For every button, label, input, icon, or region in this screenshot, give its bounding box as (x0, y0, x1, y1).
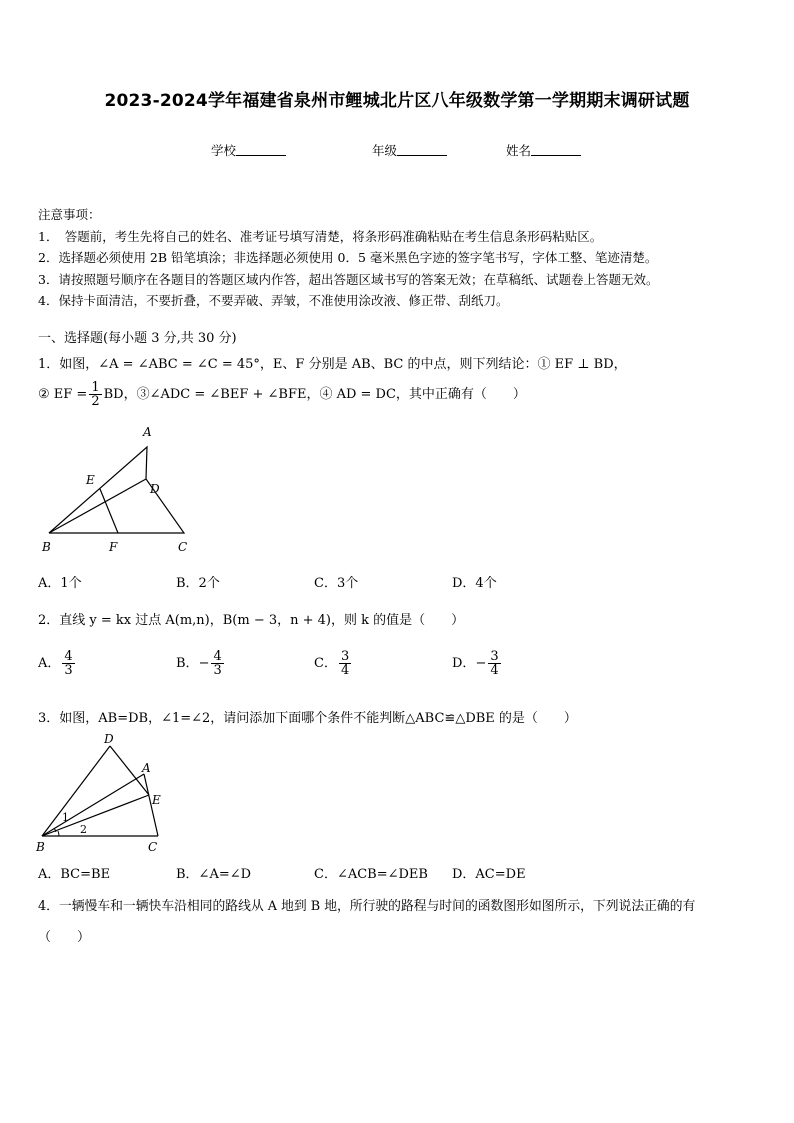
q1-option-b[interactable]: B．2个 (176, 576, 220, 591)
school-field (211, 141, 286, 159)
q2-frac-numerator: 4 (64, 649, 73, 664)
q2-option-d[interactable] (452, 650, 503, 677)
note-item: 2．选择题必须使用 2B 铅笔填涂；非选择题必须使用 0．5 毫米黑色字迹的签字笔书写，字体工整、笔迹清楚。 (38, 250, 658, 265)
q2-frac-denominator: 3 (64, 663, 73, 678)
q3-angle-mark-2 (58, 831, 59, 836)
q2-option-a[interactable] (38, 650, 77, 677)
q2-option-b[interactable] (176, 650, 226, 677)
q3-label-e: E (152, 793, 161, 807)
note-item: 3．请按照题号顺序在各题目的答题区域内作答，超出答题区域书写的答案无效；在草稿纸、试题卷上答题无效。 (38, 271, 659, 287)
q4-stem-line2: （ ） (38, 930, 91, 945)
q2-frac-numerator: 3 (490, 649, 499, 664)
q2-stem: 2．直线 y = kx 过点 A(m,n)，B(m − 3，n + 4)，则 k 的值是（ ） (38, 613, 465, 628)
q1-line1: 1．如图，∠A = ∠ABC = ∠C = 45°，E、F 分别是 AB、BC 的中点，则下列结论：① EF ⊥ BD， (38, 357, 627, 372)
q3-label-a: A (142, 761, 151, 775)
q4-stem-line1: 4．一辆慢车和一辆快车沿相同的路线从 A 地到 B 地，所行驶的路程与时间的函数图形如图所示，下列说法正确的有 (38, 899, 696, 914)
school-blank (236, 143, 286, 156)
grade-blank (397, 143, 447, 156)
q2-frac-denominator: 3 (213, 663, 222, 678)
q1-frac-denominator: 2 (91, 394, 100, 409)
q3-segment-ba (42, 774, 144, 836)
q3-stem: 3．如图，AB=DB，∠1=∠2，请问添加下面哪个条件不能判断△ABC≌△DBE 的是（ ） (38, 711, 577, 726)
q3-label-c: C (148, 840, 158, 854)
notes-block (38, 204, 658, 312)
q1-figure (38, 424, 198, 558)
name-field (506, 141, 581, 159)
q3-label-b: B (36, 840, 45, 854)
q2-option-fraction (339, 650, 351, 677)
q2-frac-numerator: 4 (213, 649, 222, 664)
q1-label-b: B (42, 540, 51, 554)
q2-frac-denominator: 4 (490, 663, 499, 678)
q1-option-c[interactable]: C．3个 (314, 576, 359, 591)
q2-option-sign: − (198, 656, 210, 671)
q2-option-sign: − (475, 656, 487, 671)
q1-label-e: E (86, 473, 95, 487)
note-item: 4．保持卡面清洁，不要折叠，不要弄破、弄皱，不准使用涂改液、修正带、刮纸刀。 (38, 293, 509, 308)
notes-heading: 注意事项： (38, 207, 101, 222)
q2-option-letter: B． (176, 656, 199, 671)
q2-option-c[interactable] (314, 650, 353, 677)
q2-option-fraction (62, 650, 74, 677)
grade-label: 年级 (372, 143, 398, 158)
name-label: 姓名 (506, 143, 532, 158)
q3-label-angle-1: 1 (62, 811, 69, 824)
q2-option-letter: D． (452, 656, 476, 671)
q3-option-d[interactable]: D．AC=DE (452, 867, 526, 882)
name-blank (531, 143, 581, 156)
q3-option-b[interactable]: B．∠A=∠D (176, 867, 252, 882)
q2-option-fraction (488, 650, 500, 677)
q2-frac-denominator: 4 (340, 663, 350, 678)
q1-line2-a: ② EF = (38, 387, 88, 402)
section-heading: 一、选择题(每小题 3 分,共 30 分) (38, 331, 237, 346)
q1-segment-bd (49, 479, 146, 533)
q1-label-c: C (178, 540, 188, 554)
q1-option-d[interactable]: D．4个 (452, 576, 497, 591)
q1-line2 (38, 381, 526, 408)
q1-fraction (89, 381, 101, 408)
q1-label-f: F (109, 540, 118, 554)
q1-label-a: A (143, 425, 152, 439)
q2-option-fraction (211, 650, 223, 677)
school-label: 学校 (211, 143, 237, 158)
q2-frac-numerator: 3 (340, 649, 350, 664)
q1-figure-outline (49, 447, 184, 533)
note-item: 1． 答题前，考生先将自己的姓名、准考证号填写清楚，将条形码准确粘贴在考生信息条形码粘贴区。 (38, 228, 603, 244)
q1-line2-b: BD，③∠ADC = ∠BEF + ∠BFE，④ AD = DC，其中正确有（ ） (103, 387, 526, 402)
q3-option-c[interactable]: C．∠ACB=∠DEB (314, 867, 428, 882)
q3-label-angle-2: 2 (80, 823, 87, 836)
q2-option-letter: C． (314, 656, 337, 671)
q3-option-a[interactable]: A．BC=BE (38, 867, 111, 882)
q1-frac-numerator: 1 (91, 380, 100, 395)
q2-option-letter: A． (38, 656, 61, 671)
q3-label-d: D (104, 732, 114, 746)
q3-figure (34, 732, 168, 854)
q1-label-d: D (150, 482, 160, 496)
grade-field (372, 141, 447, 159)
q1-option-a[interactable]: A．1个 (38, 576, 82, 591)
page-title: 2023-2024学年福建省泉州市鲤城北片区八年级数学第一学期期末调研试题 (104, 91, 690, 111)
